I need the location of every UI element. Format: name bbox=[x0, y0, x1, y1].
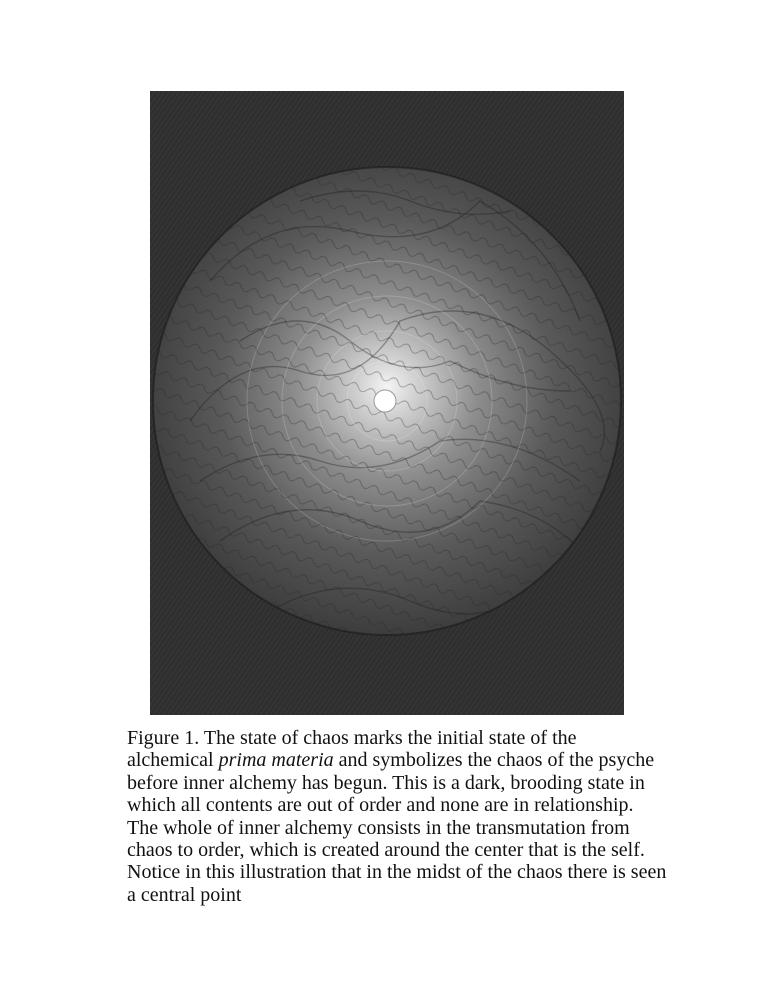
caption-text-start: Figure 1. The state of chaos marks the initial state of the alchemical bbox=[127, 727, 577, 772]
figure-caption bbox=[127, 727, 667, 906]
caption-text-end: and symbolizes the chaos of the psyche before inner alchemy has begun. This is a dark, brooding state in which all contents are out of order and none are in relationship. The whole of inner alchemy consists in the transmutation from chaos to order, which is created around the center that is the self. Notice in this illustration that in the midst of the chaos there is seen a central point bbox=[127, 749, 667, 906]
caption-italic-term: prima materia bbox=[218, 749, 334, 772]
chaos-sphere-icon bbox=[150, 91, 624, 715]
chaos-illustration bbox=[150, 91, 624, 715]
